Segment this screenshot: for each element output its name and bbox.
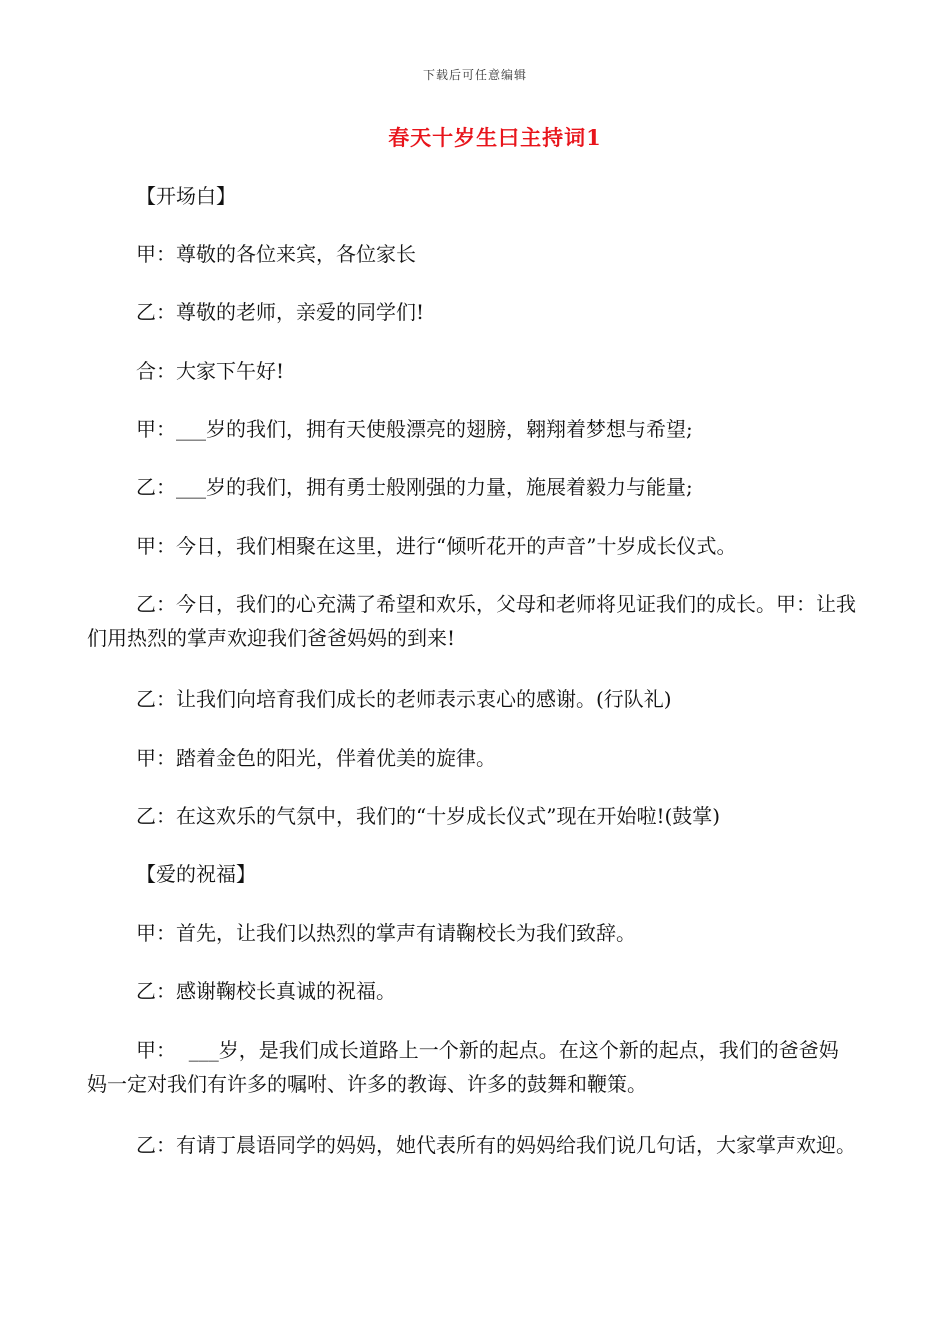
paragraph: 甲：首先，让我们以热烈的掌声有请鞠校长为我们致辞。 xyxy=(136,921,636,945)
paragraph: 乙：___岁的我们，拥有勇士般刚强的力量，施展着毅力与能量; xyxy=(136,475,693,499)
section-heading-blessing: 【爱的祝福】 xyxy=(136,862,256,886)
paragraph: 合：大家下午好! xyxy=(136,359,285,383)
paragraph: 乙：让我们向培育我们成长的老师表示衷心的感谢。(行队礼) xyxy=(136,687,672,711)
paragraph: 乙：今日，我们的心充满了希望和欢乐，父母和老师将见证我们的成长。甲：让我们用热烈的掌声欢迎我们爸爸妈妈的到来! xyxy=(87,592,856,650)
paragraph: 甲：今日，我们相聚在这里，进行“倾听花开的声音”十岁成长仪式。 xyxy=(136,534,737,558)
section-heading-opening: 【开场白】 xyxy=(136,184,236,208)
paragraph: 甲： ___岁，是我们成长道路上一个新的起点。在这个新的起点，我们的爸爸妈妈一定对我们有许多的嘱咐、许多的教诲、许多的鼓舞和鞭策。 xyxy=(87,1038,839,1096)
paragraph: 乙：有请丁晨语同学的妈妈，她代表所有的妈妈给我们说几句话，大家掌声欢迎。 xyxy=(136,1133,856,1157)
header-note: 下载后可任意编辑 xyxy=(422,68,527,82)
paragraph: 甲：尊敬的各位来宾，各位家长 xyxy=(136,242,416,266)
paragraph: 乙：感谢鞠校长真诚的祝福。 xyxy=(136,979,396,1003)
paragraph: 甲：踏着金色的阳光，伴着优美的旋律。 xyxy=(136,746,496,770)
document-title: 春天十岁生曰主持词1 xyxy=(388,125,602,150)
paragraph: 乙：在这欢乐的气氛中，我们的“十岁成长仪式”现在开始啦!(鼓掌) xyxy=(136,804,721,828)
paragraph: 甲：___岁的我们，拥有天使般漂亮的翅膀，翱翔着梦想与希望; xyxy=(136,417,693,441)
paragraph: 乙：尊敬的老师，亲爱的同学们! xyxy=(136,300,425,324)
